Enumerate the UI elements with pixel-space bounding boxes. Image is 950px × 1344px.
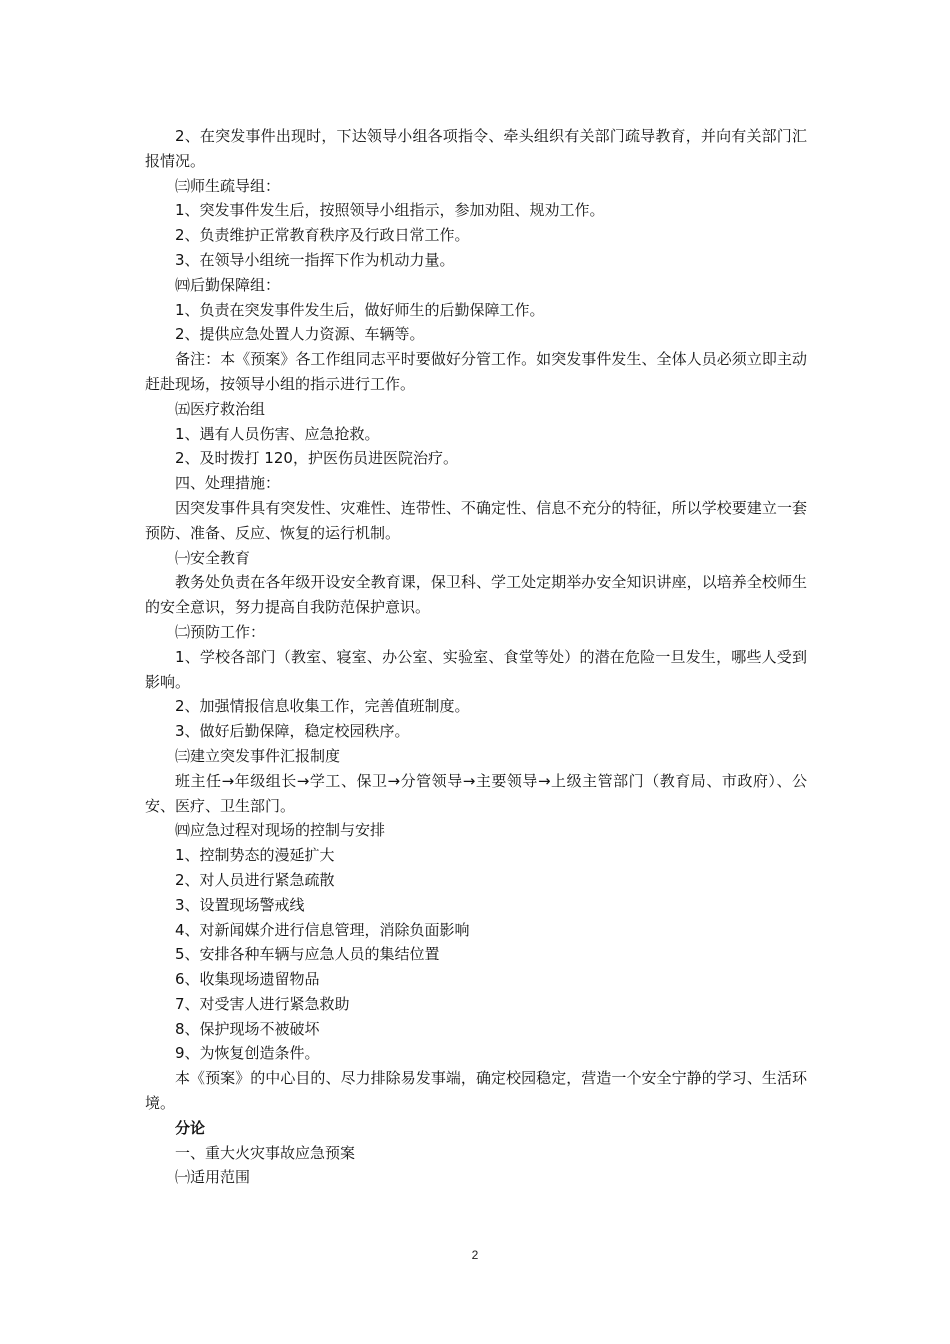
paragraph: 因突发事件具有突发性、灾难性、连带性、不确定性、信息不充分的特征，所以学校要建立一套预防、准备、反应、恢复的运行机制。: [145, 498, 807, 542]
paragraph: 4、对新闻媒介进行信息管理，消除负面影响: [175, 920, 470, 939]
paragraph: 1、学校各部门（教室、寝室、办公室、实验室、食堂等处）的潜在危险一旦发生，哪些人受到影响。: [145, 647, 807, 691]
paragraph: 2、及时拨打 120，护医伤员进医院治疗。: [175, 449, 458, 468]
document-body: [145, 124, 807, 1190]
paragraph: ㈣后勤保障组：: [175, 275, 281, 294]
paragraph: 1、负责在突发事件发生后，做好师生的后勤保障工作。: [175, 300, 545, 319]
paragraph: 3、在领导小组统一指挥下作为机动力量。: [175, 250, 455, 269]
paragraph: 3、做好后勤保障，稳定校园秩序。: [175, 722, 410, 741]
paragraph: 备注：本《预案》各工作组同志平时要做好分管工作。如突发事件发生、全体人员必须立即主动赶赴现场，按领导小组的指示进行工作。: [145, 350, 807, 393]
paragraph: ㈢师生疏导组：: [175, 176, 281, 195]
paragraph: ㈣应急过程对现场的控制与安排: [175, 821, 386, 840]
paragraph: 四、处理措施：: [175, 474, 281, 493]
page-number: 2: [471, 1248, 479, 1262]
paragraph: 2、对人员进行紧急疏散: [175, 870, 335, 889]
paragraph: 本《预案》的中心目的、尽力排除易发事端，确定校园稳定，营造一个安全宁静的学习、生活环境。: [145, 1069, 807, 1113]
paragraph: 2、提供应急处置人力资源、车辆等。: [175, 325, 425, 344]
paragraph: ㈠适用范围: [175, 1168, 251, 1187]
paragraph: ㈤医疗救治组: [175, 399, 266, 418]
paragraph: 2、加强情报信息收集工作，完善值班制度。: [175, 697, 470, 716]
paragraph: 一、重大火灾事故应急预案: [175, 1143, 356, 1162]
paragraph: 8、保护现场不被破坏: [175, 1019, 320, 1038]
paragraph: 教务处负责在各年级开设安全教育课，保卫科、学工处定期举办安全知识讲座，以培养全校师生的安全意识，努力提高自我防范保护意识。: [145, 573, 807, 617]
paragraph: ㈠安全教育: [175, 548, 251, 567]
paragraph: 2、在突发事件出现时，下达领导小组各项指令、牵头组织有关部门疏导教育，并向有关部门汇报情况。: [145, 127, 807, 170]
paragraph: 1、遇有人员伤害、应急抢救。: [175, 424, 380, 443]
paragraph: 1、控制势态的漫延扩大: [175, 846, 335, 865]
paragraph: 7、对受害人进行紧急救助: [175, 994, 350, 1013]
paragraph: ㈢建立突发事件汇报制度: [175, 746, 341, 765]
paragraph: 2、负责维护正常教育秩序及行政日常工作。: [175, 226, 470, 245]
paragraph: 3、设置现场警戒线: [175, 895, 305, 914]
paragraph: 班主任→年级组长→学工、保卫→分管领导→主要领导→上级主管部门（教育局、市政府）、公安、医疗、卫生部门。: [145, 771, 807, 815]
paragraph: 9、为恢复创造条件。: [175, 1044, 320, 1063]
paragraph: 6、收集现场遗留物品: [175, 970, 320, 989]
paragraph: 1、突发事件发生后，按照领导小组指示，参加劝阻、规劝工作。: [175, 201, 605, 220]
paragraph: 5、安排各种车辆与应急人员的集结位置: [175, 945, 440, 964]
section-heading: 分论: [175, 1118, 206, 1137]
paragraph: ㈡预防工作：: [175, 622, 266, 641]
